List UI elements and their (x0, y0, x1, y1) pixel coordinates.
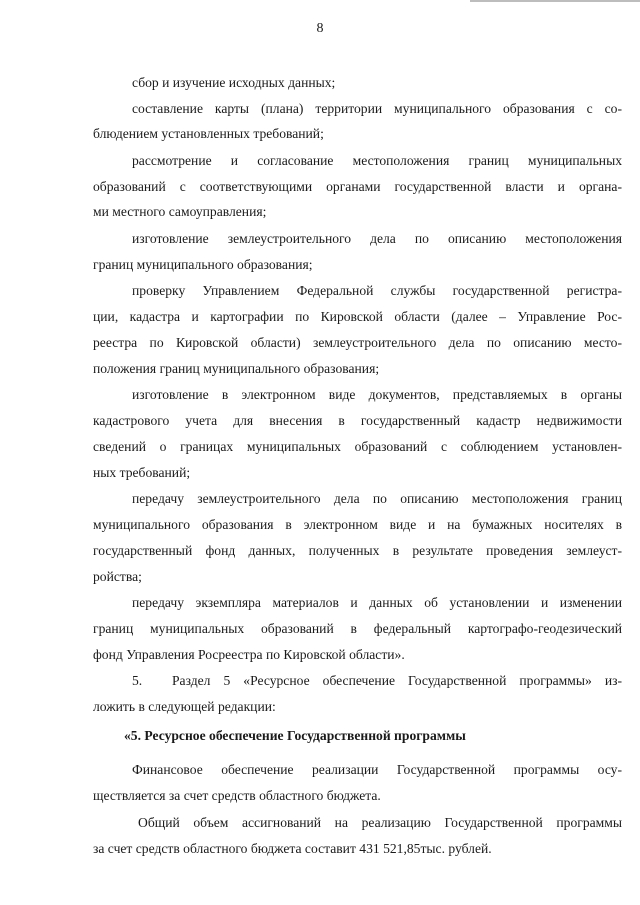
text-line: изготовление землеустроительного дела по описанию местоположения (132, 231, 622, 246)
text-line: кадастрового учета для внесения в государственный кадастр недвижимости (93, 413, 622, 428)
text-line: положения границ муниципального образования; (93, 361, 380, 376)
text-line: ложить в следующей редакции: (93, 699, 276, 714)
section-heading: «5. Ресурсное обеспечение Государственной программы (124, 728, 466, 743)
text-line: изготовление в электронном виде документов, представляемых в органы (132, 387, 622, 402)
numbered-item (132, 668, 622, 693)
text-line: сбор и изучение исходных данных; (132, 75, 336, 90)
text-line: ных требований; (93, 465, 191, 480)
text-line: реестра по Кировской области) землеустроительного дела по описанию место- (93, 335, 622, 350)
text-line: составление карты (плана) территории муниципального образования с со- (132, 101, 622, 116)
text-line: передачу экземпляра материалов и данных об установлении и изменении (132, 595, 622, 610)
text-line: ществляется за счет средств областного бюджета. (93, 788, 381, 803)
text-line: муниципального образования в электронном виде и на бумажных носителях в (93, 517, 622, 532)
text-line: за счет средств областного бюджета составит 431 521,85тыс. рублей. (93, 841, 492, 856)
text-line: сведений о границах муниципальных образований с соблюдением установлен- (93, 439, 622, 454)
text-line: государственный фонд данных, полученных в результате проведения землеуст- (93, 543, 622, 558)
text-line: Общий объем ассигнований на реализацию Государственной программы (138, 815, 622, 830)
page-number: 8 (316, 21, 324, 36)
text-line: Раздел 5 «Ресурсное обеспечение Государственной программы» из- (172, 673, 622, 688)
text-line: рассмотрение и согласование местоположения границ муниципальных (132, 153, 622, 168)
text-line: проверку Управлением Федеральной службы государственной регистра- (132, 283, 622, 298)
text-line: границ муниципальных образований в федеральный картографо-геодезический (93, 621, 622, 636)
text-line: передачу землеустроительного дела по описанию местоположения границ (132, 491, 622, 506)
text-line: блюдением установленных требований; (93, 126, 324, 141)
scan-edge (470, 0, 640, 2)
text-line: ми местного самоуправления; (93, 204, 267, 219)
text-line: ции, кадастра и картографии по Кировской области (далее – Управление Рос- (93, 309, 622, 324)
text-line: образований с соответствующими органами государственной власти и органа- (93, 179, 622, 194)
text-line: Финансовое обеспечение реализации Государственной программы осу- (132, 762, 622, 777)
text-line: фонд Управления Росреестра по Кировской области». (93, 647, 405, 662)
text-line: ройства; (93, 569, 142, 584)
text-line: границ муниципального образования; (93, 257, 313, 272)
item-number: 5. (132, 673, 143, 688)
